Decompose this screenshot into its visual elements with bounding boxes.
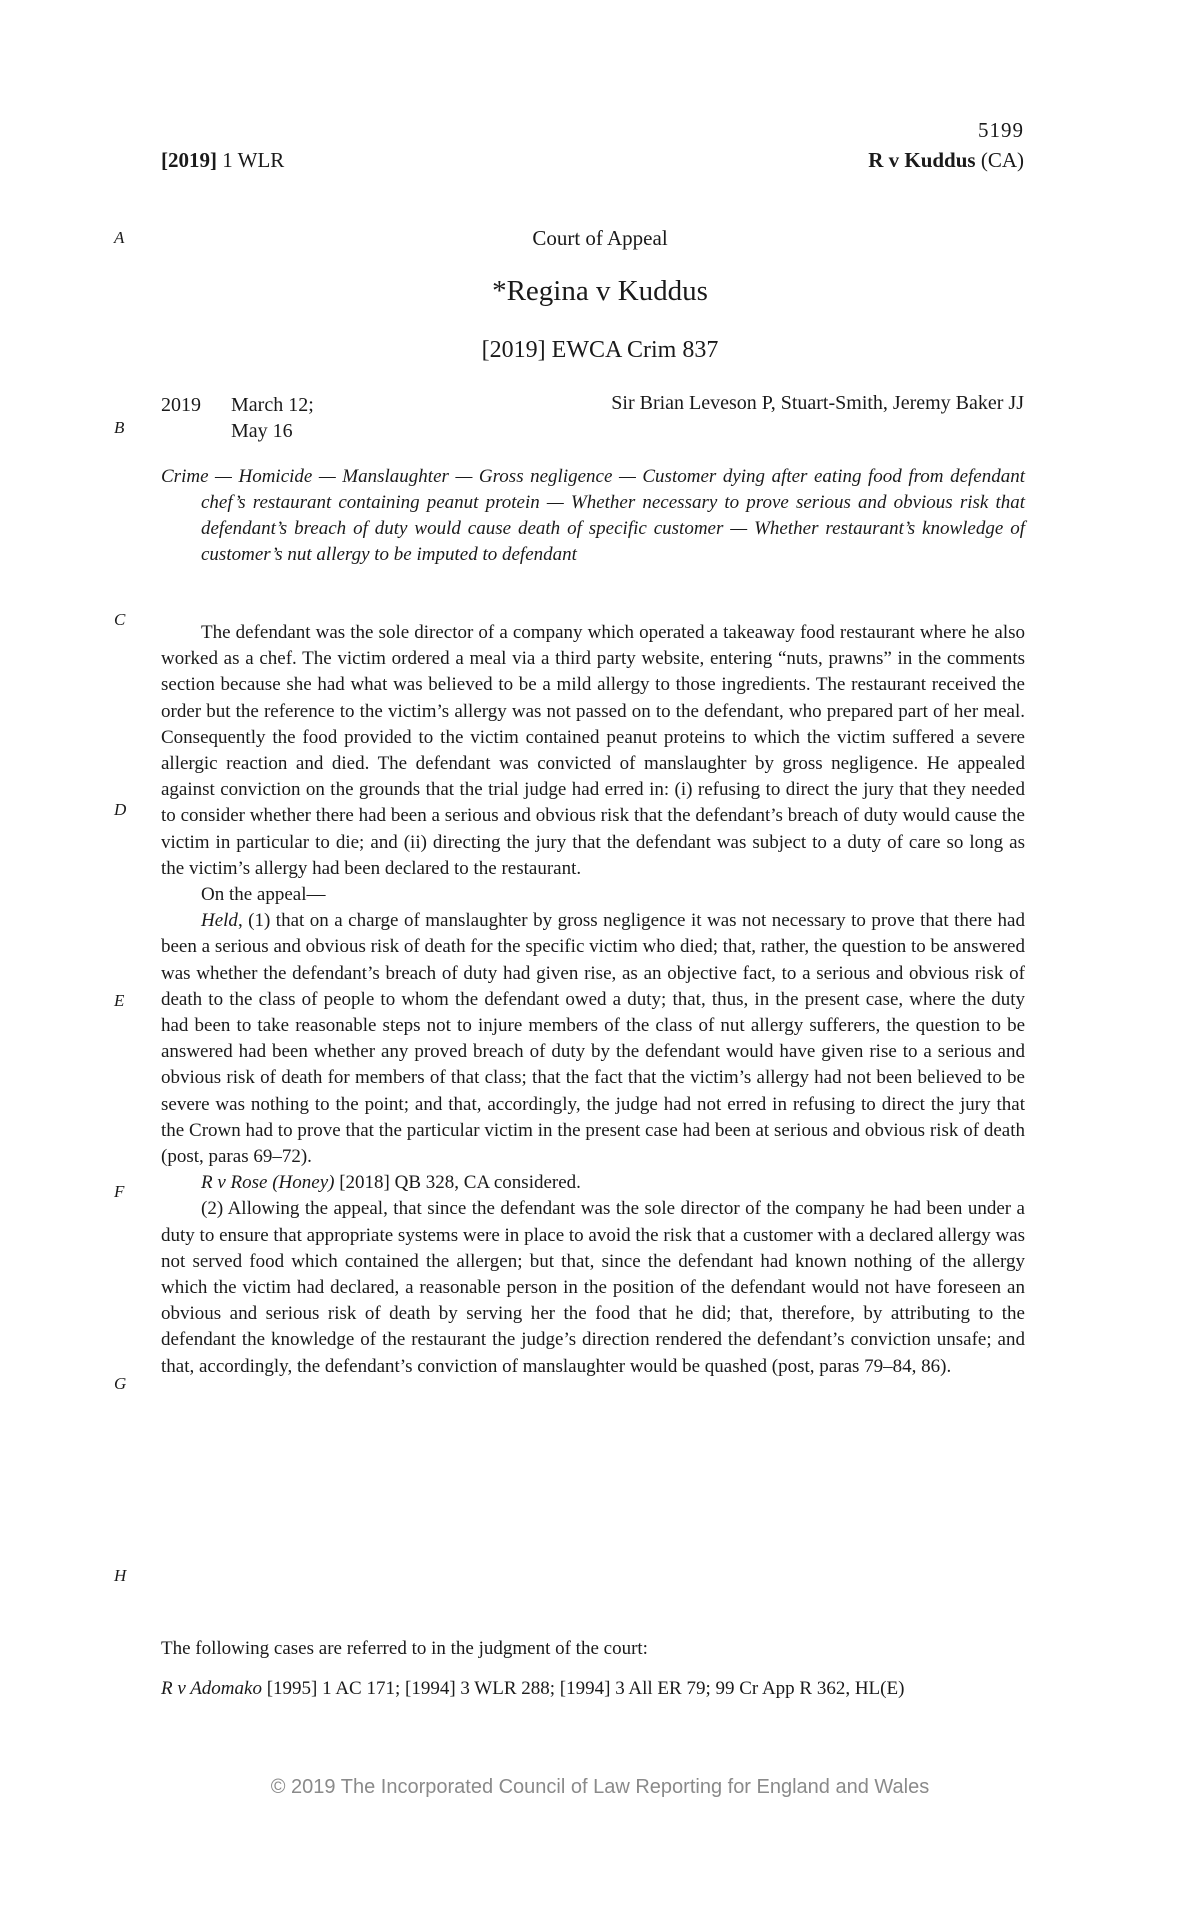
margin-letter-g: G: [114, 1374, 127, 1393]
hearing-dates: [161, 392, 314, 444]
court-abbrev: (CA): [975, 148, 1024, 172]
report-series: 1 WLR: [217, 148, 285, 172]
considered-case-citation: [2018] QB 328, CA considered.: [334, 1172, 581, 1194]
margin-letter-d: D: [114, 800, 127, 819]
case-title: *Regina v Kuddus: [492, 275, 708, 307]
report-year: [2019]: [161, 148, 217, 172]
page-number: 5199: [978, 118, 1024, 142]
held-1-text: , (1) that on a charge of manslaughter by gross negligence it was not necessary to prove that there had been a serious and obvious risk of death for the specific victim who died; that, rather, the question to be answered was whether the defendant’s breach of duty had given rise, as an objective fact, to a serious and obvious risk of death to the class of people to whom the defendant owed a duty; that, thus, in the present case, where the duty had been to take reasonable steps not to injure members of the class of nut allergy sufferers, the question to be answered had been whether any proved breach of duty by the defendant would have given rise to a serious and obvious risk of death for members of that class; that the fact that the victim’s allergy had not been believed to be severe was nothing to the point; and that, accordingly, the judge had not erred in refusing to direct the jury that the Crown had to prove that the particular victim in the present case had been at serious and obvious risk of death (post, paras 69–72).: [161, 910, 1025, 1168]
hearing-date-1: March 12;: [231, 394, 314, 416]
court-name: Court of Appeal: [532, 226, 668, 250]
case-reference: [161, 1676, 1025, 1702]
running-header-report: [161, 148, 284, 173]
headnote-on-appeal: On the appeal—: [201, 884, 326, 906]
case-short-name: R v Kuddus: [868, 148, 976, 172]
headnote-considered: [161, 1170, 1025, 1196]
headnote-held-2: (2) Allowing the appeal, that since the defendant was the sole director of the company he had been under a duty to ensure that appropriate systems were in place to avoid the risk that a customer with a declared allergy was not served food which contained the allergen; but that, since the defendant had known nothing of the allergy which the victim had declared, a reasonable person in the position of the defendant would not have foreseen an obvious and serious risk of death by serving her the food that he did; that, therefore, by attributing to the defendant the knowledge of the restaurant the judge’s direction rendered the defendant’s conviction unsafe; and that, accordingly, the defendant’s conviction of manslaughter would be quashed (post, paras 79–84, 86).: [161, 1198, 1025, 1377]
running-header-case: [868, 148, 1024, 173]
held-label: Held: [201, 910, 238, 932]
margin-letter-a: A: [114, 228, 125, 247]
case-reference-name: R v Adomako: [161, 1678, 262, 1699]
considered-case-name: R v Rose (Honey): [201, 1172, 335, 1194]
hearing-year: 2019: [161, 394, 201, 416]
judges: Sir Brian Leveson P, Stuart-Smith, Jeremy Baker JJ: [611, 392, 1024, 414]
margin-letter-e: E: [114, 991, 125, 1010]
copyright-footer: © 2019 The Incorporated Council of Law Reporting for England and Wales: [270, 1776, 930, 1798]
margin-letter-h: H: [114, 1566, 127, 1585]
headnote: [161, 620, 1025, 1380]
cases-intro: The following cases are referred to in the judgment of the court:: [161, 1638, 648, 1659]
catchwords: Crime — Homicide — Manslaughter — Gross negligence — Customer dying after eating food from defendant chef’s restaurant containing peanut protein — Whether necessary to prove serious and obvious risk that defendant’s breach of duty would cause death of specific customer — Whether restaurant’s knowledge of customer’s nut allergy to be imputed to defendant: [161, 466, 1025, 565]
margin-letter-c: C: [114, 610, 126, 629]
case-reference-citation: [1995] 1 AC 171; [1994] 3 WLR 288; [1994] 3 All ER 79; 99 Cr App R 362, HL(E): [261, 1678, 905, 1699]
neutral-citation: [2019] EWCA Crim 837: [481, 337, 719, 363]
headnote-facts: The defendant was the sole director of a company which operated a takeaway food restaurant where he also worked as a chef. The victim ordered a meal via a third party website, entering “nuts, prawns” in the comments section because she had what was believed to be a mild allergy to those ingredients. The restaurant received the order but the reference to the victim’s allergy was not passed on to the defendant, who prepared part of her meal. Consequently the food provided to the victim contained peanut proteins to which the victim suffered a severe allergic reaction and died. The defendant was convicted of manslaughter by gross negligence. He appealed against conviction on the grounds that the trial judge had erred in: (i) refusing to direct the jury that they needed to consider whether there had been a serious and obvious risk that the defendant’s breach of duty would cause the victim in particular to die; and (ii) directing the jury that the defendant was subject to a duty of care so long as the victim’s allergy had been declared to the restaurant.: [161, 622, 1025, 879]
margin-letter-f: F: [114, 1182, 125, 1201]
margin-letter-b: B: [114, 418, 125, 437]
hearing-date-2: May 16: [231, 420, 293, 442]
headnote-held-1: [161, 908, 1025, 1170]
